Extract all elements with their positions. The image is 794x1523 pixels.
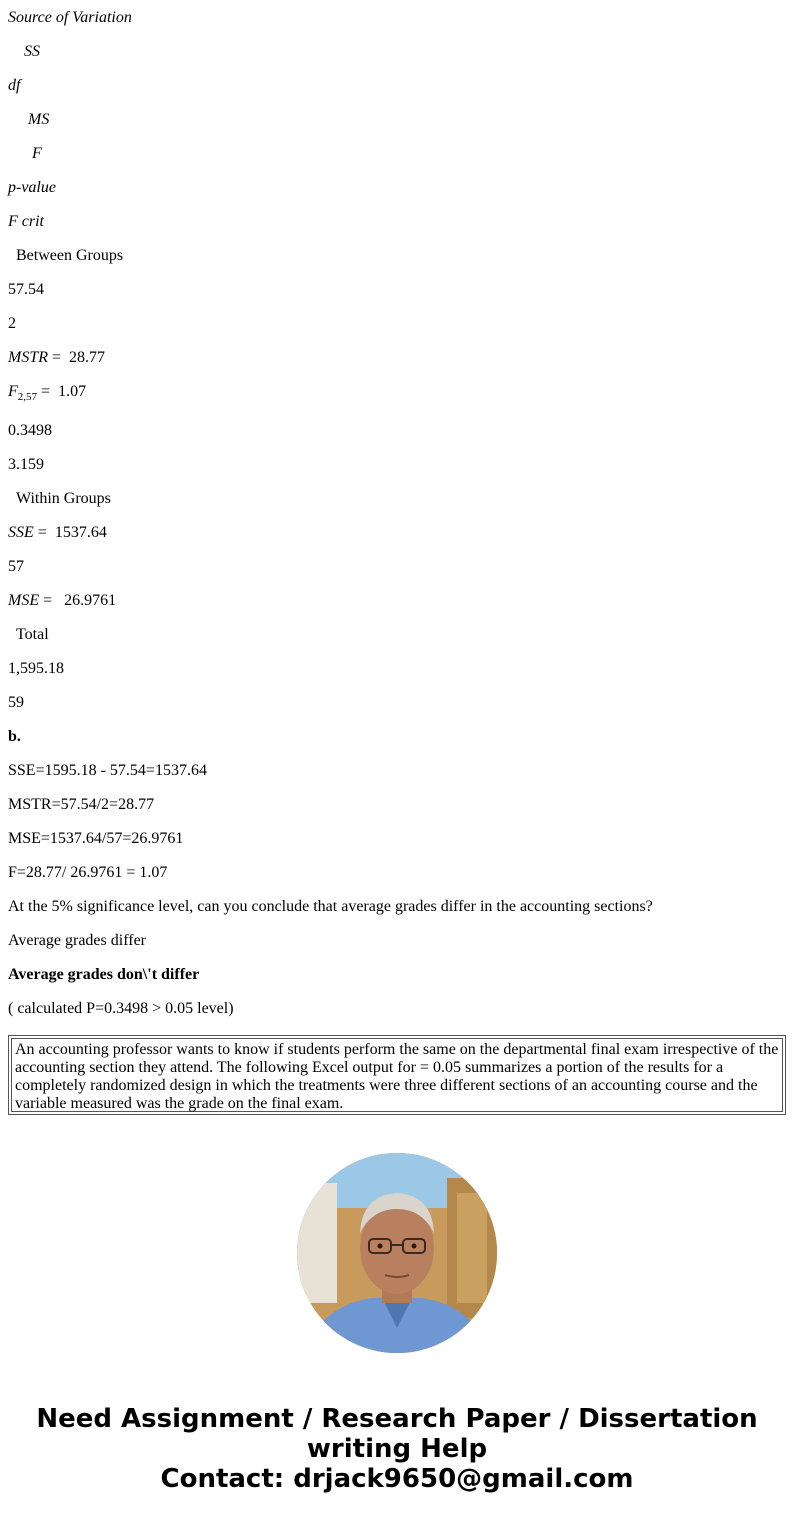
mstr-value: 28.77 (69, 349, 106, 366)
between-groups-label: Between Groups (16, 247, 124, 264)
header-source-of-variation: Source of Variation (8, 9, 132, 26)
promo-line-1: Need Assignment / Research Paper / Dissertation (36, 1404, 758, 1434)
calc-mstr: MSTR=57.54/2=28.77 (8, 796, 155, 813)
problem-statement-text: An accounting professor wants to know if students perform the same on the departmental final exam irrespective of the accounting section they attend. The following Excel output for = 0.05 summarizes a portion of the results for a completely randomized design in which the treatments were three different sections of an accounting course and the variable measured was the grade on the final exam. (11, 1038, 783, 1112)
question-text: At the 5% significance level, can you conclude that average grades differ in the accounting sections? (8, 898, 653, 915)
promo-banner (0, 1404, 794, 1494)
header-ss: SS (24, 43, 40, 60)
f-stat-row: $F_{2,57} = 1.07$ (8, 383, 87, 403)
f-crit-value: 3.159 (8, 456, 44, 473)
between-df-value: 2 (8, 315, 16, 332)
promo-line-2: writing Help (306, 1434, 488, 1464)
header-f-crit: F crit (8, 213, 44, 230)
promo-contact: Contact: drjack9650@gmail.com (160, 1464, 634, 1494)
sse-label: SSE (8, 524, 34, 541)
total-ss-value: 1,595.18 (8, 660, 64, 677)
answer-option-differ: Average grades differ (8, 932, 146, 949)
total-df-value: 59 (8, 694, 24, 711)
f-value: 1.07 (58, 383, 87, 400)
header-f: F (32, 145, 42, 162)
within-df-value: 57 (8, 558, 24, 575)
header-p-value: p-value (8, 179, 56, 196)
author-avatar (297, 1153, 497, 1353)
within-groups-label: Within Groups (16, 490, 111, 507)
calc-mse: MSE=1537.64/57=26.9761 (8, 830, 184, 847)
answer-option-dont-differ: Average grades don\'t differ (8, 966, 200, 983)
header-ms: MS (28, 111, 50, 128)
mse-row: MSE = 26.9761 (8, 592, 117, 609)
mstr-row: MSTR = 28.77 (8, 349, 106, 366)
calc-sse: SSE=1595.18 - 57.54=1537.64 (8, 762, 207, 779)
author-photo-icon (297, 1153, 497, 1353)
f-label: F (8, 383, 18, 400)
header-df: df (8, 77, 21, 94)
calc-f: F=28.77/ 26.9761 = 1.07 (8, 864, 168, 881)
problem-statement-box (8, 1035, 786, 1115)
mse-label: MSE (8, 592, 40, 609)
sse-row: SSE = 1537.64 (8, 524, 107, 541)
total-label: Total (16, 626, 49, 643)
p-value: 0.3498 (8, 422, 52, 439)
mse-value: 26.9761 (64, 592, 117, 609)
f-subscript: 2,57 (17, 391, 38, 403)
part-b-label: b. (8, 728, 21, 745)
answer-note: ( calculated P=0.3498 > 0.05 level) (8, 1000, 234, 1017)
sse-value: 1537.64 (54, 524, 107, 541)
mstr-label: MSTR (8, 349, 48, 366)
between-ss-value: 57.54 (8, 281, 44, 298)
